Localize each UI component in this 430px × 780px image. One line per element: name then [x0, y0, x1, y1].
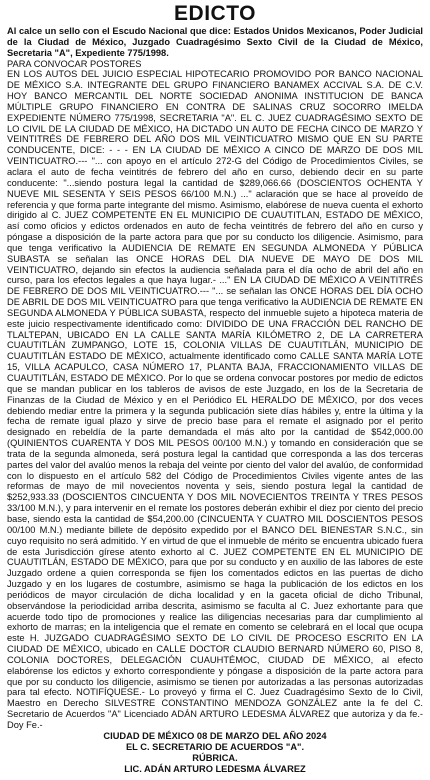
edict-body: EN LOS AUTOS DEL JUICIO ESPECIAL HIPOTECARIO PROMOVIDO POR BANCO NACIONAL DE MÉXICO S.A. INTEGRANTE DEL GRUPO FINANCIERO BANAMEX ACCIVAL S.A. DE C.V. HOY BANCO MERCANTIL DEL NORTE SOCIEDAD ANONIMA INSTITUCION DE BANCA MÚLTIPLE GRUPO FINANCIERO EN CONTRA DE SALINAS CRUZ SOCORRO IMELDA EXPEDIENTE NÚMERO 775/1998, SECRETARIA "A". EL C. JUEZ CUADRAGÉSIMO SEXTO DE LO CIVIL DE LA CIUDAD DE MÉXICO, HA DICTADO UN AUTO DE FECHA CINCO DE MARZO Y VEINTITRÉS DE FEBRERO DEL AÑO DOS MIL VEINTICUATRO MISMO QUE EN SU PARTE CONDUCENTE, DICE: - - - EN LA CIUDAD DE MÉXICO A CINCO DE MARZO DE DOS MIL VEINTICUATRO.--- "... con apoyo en el artículo 272-G del Código de Procedimientos Civiles, se aclara el auto de fecha veintitrés de febrero del año en curso, debiendo decir en su parte conducente: "...siendo postura legal la cantidad de $289,066.66 (DOSCIENTOS OCHENTA Y NUEVE MIL SESENTA Y SEIS PESOS 66/100 M.N.) ..." aclaración que se hace al proveído de referencia y que forma parte integrante del mismo. Asimismo, elabórese de nueva cuenta el exhorto dirigido al C. JUEZ COMPETENTE EN EL MUNICIPIO DE CUAUTITLAN, ESTADO DE MÉXICO, así como oficios y edictos ordenados en auto de fecha veintitrés de febrero del año en curso y póngase a disposición de la parte actora para que por su conducto los diligencie. Asimismo, para que tenga verificativo la AUDIENCIA DE REMATE EN SEGUNDA ALMONEDA Y PÚBLICA SUBASTA se señalan las ONCE HORAS DEL DIA NUEVE DE MAYO DE DOS MIL VEINTICUATRO, dejando sin efectos la audiencia señalada para el día ocho de abril del año en curso, para los efectos legales a que haya lugar.- ..." EN LA CIUDAD DE MÉXICO A VEINTITRÉS DE FEBRERO DE DOS MIL VEINTICUATRO.--- "... se señalan las ONCE HORAS DEL DÍA OCHO DE ABRIL DE DOS MIL VEINTICUATRO para que tenga verificativo la AUDIENCIA DE REMATE EN SEGUNDA ALMONEDA Y PÚBLICA SUBASTA, respecto del inmueble sujeto a hipoteca materia de este juicio respectivamente identificado como: DIVIDIDO DE UNA FRACCIÓN DEL RANCHO DE TLALTEPAN, UBICADO EN LA CALLE SANTA MARÍA KILÓMETRO 2, DE LA CARRETERA CUAUTITLÁN ZUMPANGO, LOTE 15, COLONIA VILLAS DE CUAUTITLÁN, MUNICIPIO DE CUAUTITLÁN ESTADO DE MÉXICO, actualmente identificado como CALLE SANTA MARÍA LOTE 15, VILLA ACAPULCO, CASA NÚMERO 17, PLANTA BAJA, FRACCIONAMIENTO VILLAS DE CUAUTITLÁN, ESTADO DE MÉXICO. Por lo que se ordena convocar postores por medio de edictos que se mandan publicar en los tableros de avisos de este Juzgado, en los de la Secretaria de Finanzas de la Ciudad de México y en el Periódico EL HERALDO DE MÉXICO, por dos veces debiendo mediar entre la primera y la segunda publicación siete días hábiles y, entre la última y la fecha de remate igual plazo y sirve de precio base para el remate el asignado por el perito designado en rebeldía de la parte demandada el más alto por la cantidad de $542,000.00 (QUINIENTOS CUARENTA Y DOS MIL PESOS 00/100 M.N.) y tomando en consideración que se trata de la segunda almoneda, será postura legal la cantidad que corresponda a las dos terceras partes del valor del avalúo menos la rebaja del veinte por ciento del valor del avalúo, de conformidad con lo dispuesto en el artículo 582 del Código de Procedimientos Civiles vigente antes de las reformas de mayo de mil novecientos noventa y seis, siendo postura legal la cantidad de $252,933.33 (DOSCIENTOS CINCUENTA Y DOS MIL NOVECIENTOS TREINTA Y TRES PESOS 33/100 M.N.), y para intervenir en el remate los postores deberán exhibir el diez por ciento del precio base, siendo esta la cantidad de $54,200.00 (CINCUENTA Y CUATRO MIL DOSCIENTOS PESOS 00/100 M.N.) mediante billete de depósito expedido por el BANCO DEL BIENESTAR S.N.C., sin cuyo requisito no será admitido. Y en virtud de que el inmueble de mérito se encuentra ubicado fuera de esta Jurisdicción gírese atento exhorto al C. JUEZ COMPETENTE EN EL MUNICIPIO DE CUAUTITLÁN, ESTADO DE MÉXICO, para que por su conducto y en auxilio de las labores de este Juzgado ordene a quien corresponda se fijen los comentados edictos en las puertas de dicho Juzgado y en los lugares de costumbre, asimismo se haga la publicación de los edictos en los periódicos de mayor circulación de dicha localidad y en la gaceta oficial de dicho Tribunal, observándose la periodicidad arriba descrita, asimismo se faculta al C. Juez exhortante para que acuerde todo tipo de promociones y realice las diligencias necesarias para dar cumplimiento al exhorto de marras; en la inteligencia que el remate en comento se celebrará en el local que ocupa este H. JUZGADO CUADRAGÉSIMO SEXTO DE LO CIVIL DE PROCESO ESCRITO EN LA CIUDAD DE MÉXICO, ubicado en CALLE DOCTOR CLAUDIO BERNARD NÚMERO 60, PISO 8, COLONIA DOCTORES, DELEGACIÓN CUAUHTÉMOC, CIUDAD DE MÉXICO, al efecto elabórense los edictos y exhorto correspondiente y póngase a disposición de la parte actora para que por su conducto los diligencie, asimismo se tienen por autorizadas a las personas autorizadas para tal efecto. NOTIFÍQUESE.- Lo proveyó y firma el C. Juez Cuadragésimo Sexto de lo Civil, Maestro en Derecho SILVESTRE CONSTANTINO MENDOZA GONZÁLEZ ante la fe del C. Secretario de Acuerdos "A" Licenciado ADÁN ARTURO LEDESMA ÁLVAREZ que autoriza y da fe.-Doy Fe.- — [7, 69, 423, 730]
convocation-line: PARA CONVOCAR POSTORES — [7, 58, 142, 69]
edict-title: EDICTO — [174, 2, 256, 25]
signature-block — [7, 731, 423, 775]
secretary-role: EL C. SECRETARIO DE ACUERDOS "A". — [125, 741, 305, 752]
signer-name: LIC. ADÁN ARTURO LEDESMA ÁLVAREZ — [124, 763, 306, 774]
rubrica-label: RÚBRICA. — [192, 752, 238, 763]
date-line: CIUDAD DE MÉXICO 08 DE MARZO DEL AÑO 2024 — [103, 730, 327, 741]
seal-header: Al calce un sello con el Escudo Nacional que dice: Estados Unidos Mexicanos, Poder Judicial de la Ciudad de México, Juzgado Cuadragésimo Sexto Civil de la Ciudad de México, Secretaria "A", Expediente 775/1998. — [7, 26, 423, 58]
